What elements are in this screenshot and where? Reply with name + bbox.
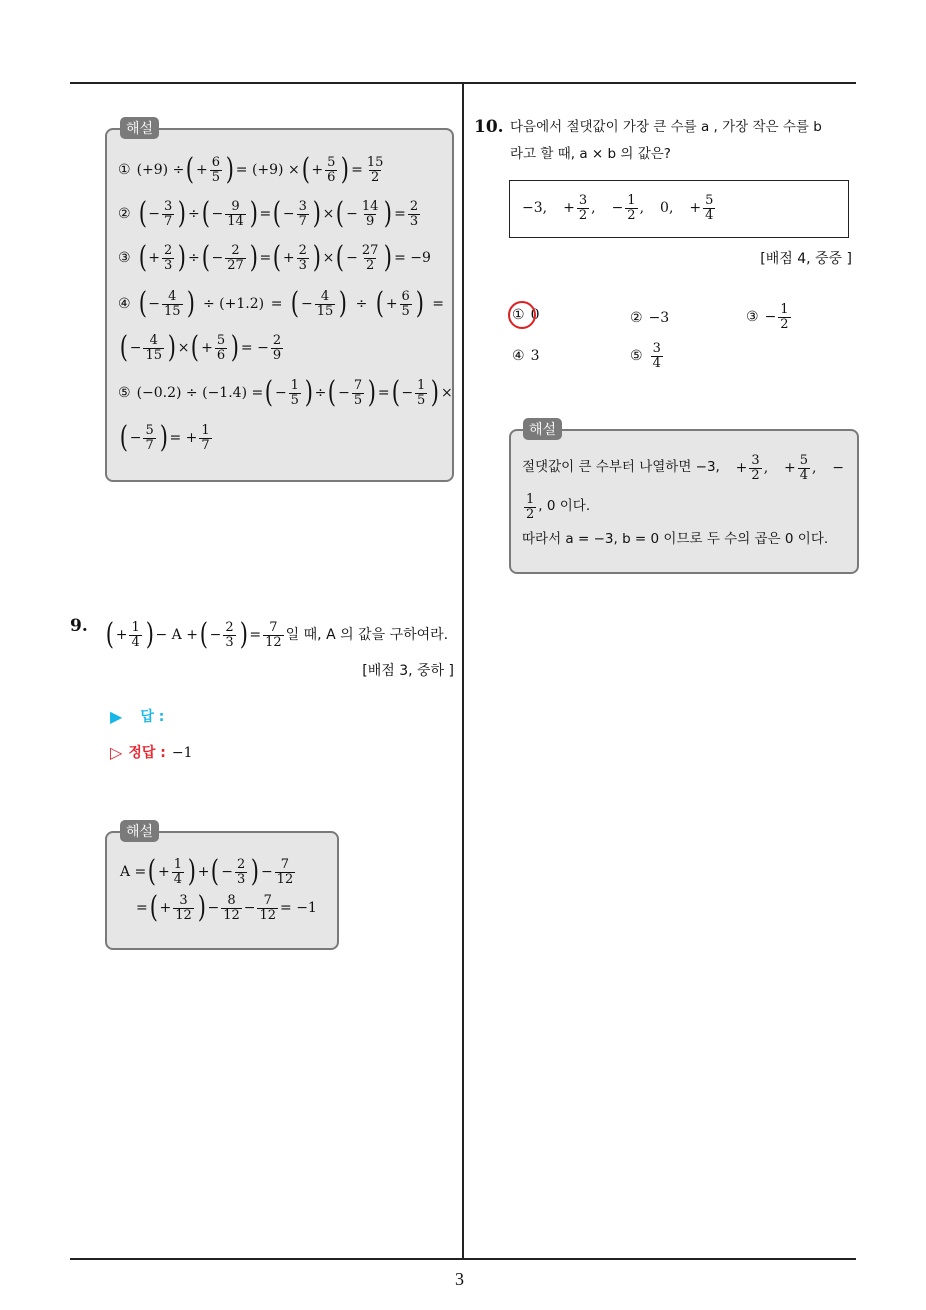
- explanation-item-2: ② ( − $\frac{3}{7}$ ) ÷ ( − $\frac{9}{14}$ ) = ( − $\frac{3}{7}$ ) × ( − $\frac{14}{9}$ ) = $\frac{2}{3}$: [118, 196, 419, 231]
- answer-row: [110, 709, 164, 725]
- explanation-tag-q9: 해설: [120, 820, 159, 842]
- option-1[interactable]: ① 0: [512, 307, 539, 323]
- outline-triangle-icon: ▷: [110, 743, 123, 762]
- explanation-tag: 해설: [120, 117, 159, 139]
- correct-answer-row: [110, 745, 192, 761]
- question-9-score: [배점 3, 중하 ]: [362, 663, 454, 679]
- selected-circle-mark: [508, 301, 536, 329]
- explanation-tag-q10: 해설: [523, 418, 562, 440]
- explanation-item-3: ③ ( + $\frac{2}{3}$ ) ÷ ( − $\frac{2}{27}$ ) = ( + $\frac{2}{3}$ ) × ( − $\frac{27}{2}$ ) = −9: [118, 240, 431, 275]
- q10-explanation-line-3: 따라서 a = −3, b = 0 이므로 두 수의 곱은 0 이다.: [522, 531, 829, 547]
- correct-answer-label: 정답 :: [128, 745, 166, 761]
- question-10-line-1: 다음에서 절댓값이 가장 큰 수를 a , 가장 작은 수를 b: [510, 119, 822, 135]
- column-divider: [462, 83, 464, 1259]
- play-triangle-icon: ▶: [110, 707, 123, 726]
- bottom-rule: [70, 1258, 856, 1260]
- q9-explanation-line-2: = ( + $\frac{3}{12}$ ) − $\frac{8}{12}$ − $\frac{7}{12}$ = −1: [136, 890, 317, 925]
- question-10-number: 10.: [474, 117, 504, 137]
- explanation-item-1: ① (+9) ÷ ( + $\frac{6}{5}$ ) = (+9) × ( + $\frac{5}{6}$ ) = $\frac{15}{2}$: [118, 152, 384, 187]
- question-10-line-2: 라고 할 때, a × b 의 값은?: [510, 146, 671, 162]
- question-9-stem: ( + $\frac{1}{4}$ ) − A + ( − $\frac{2}{3}$ ) = $\frac{7}{12}$ 일 때, A 의 값을 구하여라.: [105, 617, 449, 652]
- explanation-item-4-cont: ( − $\frac{4}{15}$ ) × ( + $\frac{5}{6}$ ) = − $\frac{2}{9}$: [119, 330, 282, 365]
- explanation-item-5: ⑤ (−0.2) ÷ (−1.4) = ( − $\frac{1}{5}$ ) ÷ ( − $\frac{7}{5}$ ) = ( − $\frac{1}{5}$ ) ×: [118, 375, 453, 410]
- option-3[interactable]: ③ − $\frac{1}{2}$: [746, 301, 789, 332]
- option-2[interactable]: ② −3: [630, 310, 670, 326]
- option-5[interactable]: ⑤ $\frac{3}{4}$: [630, 340, 661, 371]
- question-10-score: [배점 4, 중중 ]: [760, 251, 852, 267]
- explanation-item-4: ④ ( − $\frac{4}{15}$ ) ÷ (+1.2) = ( − $\frac{4}{15}$ ) ÷ ( + $\frac{6}{5}$ ) =: [118, 286, 444, 321]
- q10-explanation-line-1: 절댓값이 큰 수부터 나열하면 −3, + $\frac{3}{2}$ , + $\frac{5}{4}$ , −: [522, 452, 844, 483]
- page-number: 3: [455, 1269, 464, 1289]
- q9-explanation-line-1: A = ( + $\frac{1}{4}$ ) + ( − $\frac{2}{3}$ ) − $\frac{7}{12}$: [120, 854, 294, 889]
- explanation-item-5-cont: ( − $\frac{5}{7}$ ) = + $\frac{1}{7}$: [119, 420, 210, 455]
- answer-label: 답 :: [140, 709, 165, 725]
- number-set: −3, + $\frac{3}{2}$ , − $\frac{1}{2}$ , 0, + $\frac{5}{4}$: [522, 192, 714, 223]
- correct-answer-value: −1: [171, 745, 193, 761]
- option-4[interactable]: ④ 3: [512, 348, 540, 364]
- question-9-number: 9.: [70, 616, 88, 636]
- q10-explanation-line-2: $\frac{1}{2}$ , 0 이다.: [526, 491, 591, 522]
